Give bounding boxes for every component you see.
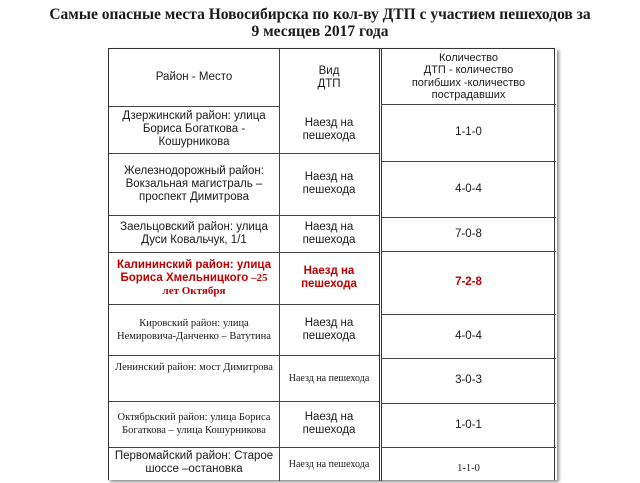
header-count: Количество ДТП - количество погибших -количество пострадавших xyxy=(411,51,526,101)
row-2-count: 4-0-4 xyxy=(455,182,482,195)
accident-table xyxy=(108,48,557,480)
page-title xyxy=(0,6,640,40)
row-3-count: 7-0-8 xyxy=(455,227,482,240)
row-8-place: Первомайский район: Старое шоссе –остановка xyxy=(114,450,274,475)
row-8-type: Наезд на пешехода xyxy=(288,458,370,470)
header-type: Вид ДТП xyxy=(317,64,341,90)
row-5-type: Наезд на пешехода xyxy=(302,316,356,342)
row-7-place: Октябрьский район: улица Бориса Богаткова – улица Кошурникова xyxy=(117,412,271,436)
row-6-place: Ленинский район: мост Димитрова xyxy=(115,362,273,373)
row-6-type: Наезд на пешехода xyxy=(288,372,370,384)
row-4-count: 7-2-8 xyxy=(455,276,482,288)
row-4-place: Калининский район: улица Бориса Хмельницкого –25 лет Октября xyxy=(116,258,272,297)
row-1-count: 1-1-0 xyxy=(455,126,482,138)
row-6-count: 3-0-3 xyxy=(455,374,482,386)
row-1-type: Наезд на пешехода xyxy=(302,116,356,142)
row-5-count: 4-0-4 xyxy=(455,329,482,342)
row-4-type: Наезд на пешехода xyxy=(301,265,357,290)
row-3-type: Наезд на пешехода xyxy=(302,220,356,246)
title-line-2: 9 месяцев 2017 года xyxy=(251,23,389,40)
header-place: Район - Место xyxy=(155,71,233,83)
row-3-place: Заельцовский район: улица Дуси Ковальчук, 1/1 xyxy=(120,220,268,246)
row-2-type: Наезд на пешехода xyxy=(302,171,356,196)
row-5-place: Кировский район: улица Немировича-Данченко – Ватутина xyxy=(117,317,271,342)
row-2-place: Железнодорожный район: Вокзальная магистраль – проспект Димитрова xyxy=(124,164,264,203)
row-1-place: Дзержинский район: улица Бориса Богаткова - Кошурникова xyxy=(122,110,266,148)
row-8-count: 1-1-0 xyxy=(457,463,480,474)
row-7-type: Наезд на пешехода xyxy=(302,411,356,436)
row-7-count: 1-0-1 xyxy=(455,418,482,431)
title-line-1: Самые опасные места Новосибирска по кол-ву ДТП с участием пешеходов за xyxy=(49,6,591,23)
